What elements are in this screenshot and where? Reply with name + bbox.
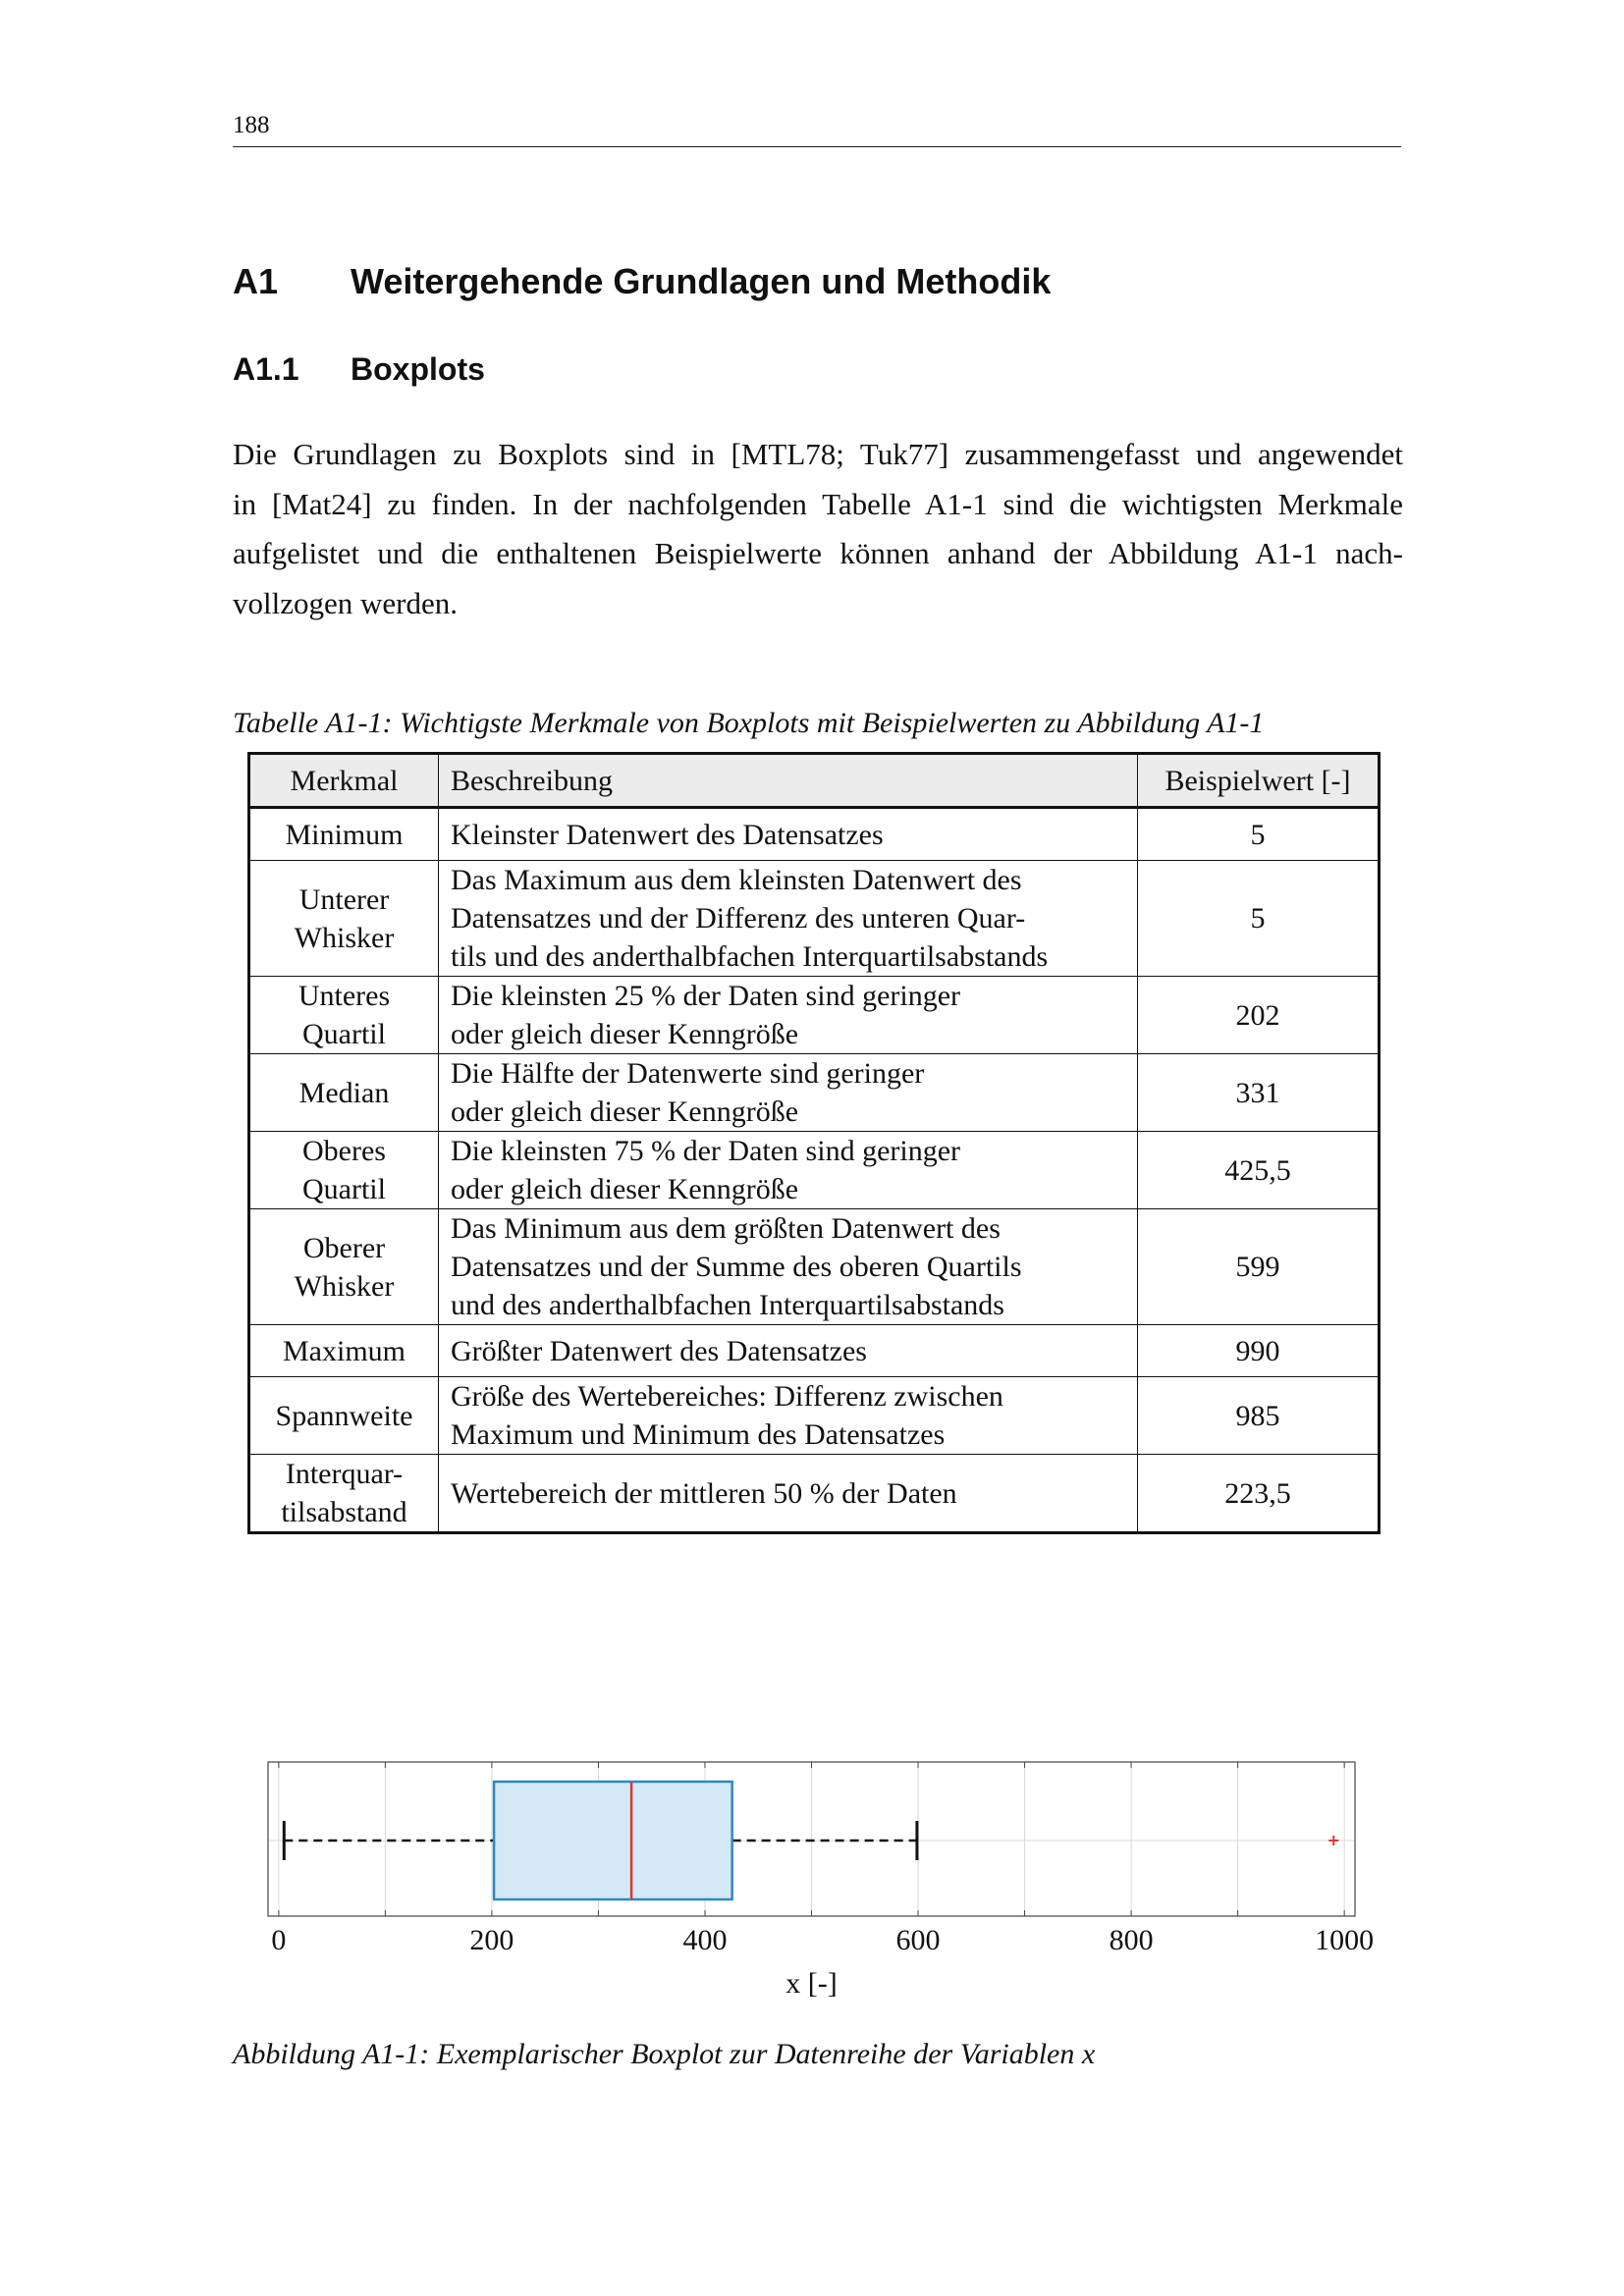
merkmal-cell-line: Quartil [302, 1018, 386, 1050]
beschreibung-cell [439, 1209, 1138, 1325]
merkmal-cell-line: tilsabstand [281, 1496, 407, 1528]
beispielwert-cell: 223,5 [1138, 1455, 1380, 1533]
merkmal-cell [249, 1132, 439, 1209]
intro-line: vollzogen werden. [233, 585, 458, 620]
beispielwert-cell: 599 [1138, 1209, 1380, 1325]
section-number: A1 [233, 261, 279, 301]
box-iqr [494, 1782, 732, 1899]
table-row [249, 861, 1380, 977]
figure-caption: Abbildung A1-1: Exemplarischer Boxplot zur Datenreihe der Variablen x [233, 2038, 1096, 2070]
merkmal-cell [249, 1455, 439, 1533]
subsection-heading [233, 351, 485, 388]
x-tick-label: 600 [895, 1924, 941, 1956]
merkmal-cell-line: Quartil [302, 1173, 386, 1205]
beschreibung-cell [439, 808, 1138, 861]
merkmal-cell-line: Minimum [285, 818, 404, 851]
table-row [249, 977, 1380, 1054]
x-tick-label: 400 [682, 1924, 728, 1956]
beschreibung-cell-line: tils und des anderthalbfachen Interquartilsabstands [451, 940, 1049, 973]
merkmal-cell [249, 1054, 439, 1132]
merkmal-cell [249, 861, 439, 977]
beschreibung-cell-line: Größe des Wertebereiches: Differenz zwischen [451, 1380, 1003, 1413]
beispielwert-cell: 990 [1138, 1325, 1380, 1377]
boxplot-chart [226, 1747, 1404, 2012]
beschreibung-cell-line: Das Maximum aus dem kleinsten Datenwert des [451, 864, 1022, 896]
beschreibung-cell [439, 1455, 1138, 1533]
section-heading [233, 261, 1051, 302]
table-body [249, 808, 1380, 1533]
merkmal-cell-line: Unterer [298, 882, 390, 916]
header-merkmal: Merkmal [249, 754, 439, 808]
x-tick-label: 1000 [1315, 1924, 1375, 1956]
beispielwert-cell: 5 [1138, 861, 1380, 977]
beschreibung-cell-line: Das Minimum aus dem größten Datenwert des [451, 1212, 1001, 1245]
beispielwert-cell: 331 [1138, 1054, 1380, 1132]
merkmal-cell [249, 1325, 439, 1377]
merkmal-cell-line: Spannweite [275, 1399, 413, 1432]
merkmale-table [247, 752, 1380, 1534]
header-beispielwert: Beispielwert [-] [1138, 754, 1380, 808]
x-tick-label: 800 [1109, 1924, 1154, 1956]
beschreibung-cell-line: Kleinster Datenwert des Datensatzes [451, 818, 884, 851]
beispielwert-cell: 425,5 [1138, 1132, 1380, 1209]
x-axis-label: x [-] [785, 1967, 838, 2000]
merkmal-cell-line: Median [298, 1076, 390, 1109]
beispielwert-cell: 202 [1138, 977, 1380, 1054]
table-row [249, 808, 1380, 861]
beschreibung-cell-line: und des anderthalbfachen Interquartilsabstands [451, 1289, 1004, 1321]
page-number: 188 [233, 112, 270, 138]
merkmal-cell-line: Whisker [294, 1269, 395, 1303]
beschreibung-cell-line: Die Hälfte der Datenwerte sind geringer [451, 1057, 925, 1090]
beschreibung-cell-line: Die kleinsten 25 % der Daten sind geringer [451, 980, 961, 1012]
header-beschreibung: Beschreibung [439, 754, 1138, 808]
table-header-row [249, 754, 1380, 808]
merkmal-cell-line: Unteres [298, 980, 391, 1012]
x-tick-label: 0 [271, 1924, 287, 1956]
beschreibung-cell-line: Datensatzes und der Summe des oberen Quartils [451, 1251, 1022, 1283]
beispielwert-cell: 985 [1138, 1377, 1380, 1455]
merkmal-cell-line: Oberes [302, 1135, 386, 1167]
merkmal-cell [249, 1209, 439, 1325]
section-title: Weitergehende Grundlagen und Methodik [351, 261, 1052, 301]
merkmal-cell [249, 977, 439, 1054]
merkmal-cell-line: Maximum [283, 1334, 406, 1367]
subsection-title: Boxplots [351, 351, 485, 387]
table-row [249, 1377, 1380, 1455]
table-row [249, 1132, 1380, 1209]
header-rule [233, 146, 1401, 147]
merkmal-cell-line: Oberer [302, 1231, 386, 1264]
intro-line: Die Grundlagen zu Boxplots sind in [MTL78; Tuk77] zusammengefasst und angewendet [233, 437, 1403, 471]
x-tick-label: 200 [469, 1924, 514, 1956]
merkmal-cell [249, 1377, 439, 1455]
beschreibung-cell [439, 861, 1138, 977]
merkmal-cell [249, 808, 439, 861]
beschreibung-cell-line: Datensatzes und der Differenz des unteren Quar- [451, 902, 1026, 934]
intro-line: aufgelistet und die enthaltenen Beispielwerte können anhand der Abbildung A1-1 nach- [233, 536, 1403, 570]
table-row [249, 1209, 1380, 1325]
beschreibung-cell-line: Größter Datenwert des Datensatzes [451, 1334, 867, 1367]
beschreibung-cell [439, 1377, 1138, 1455]
beschreibung-cell [439, 1132, 1138, 1209]
table-row [249, 1054, 1380, 1132]
table-row [249, 1455, 1380, 1533]
outlier-marker [1328, 1836, 1338, 1845]
beschreibung-cell [439, 1054, 1138, 1132]
beschreibung-cell-line: oder gleich dieser Kenngröße [451, 1018, 799, 1050]
beschreibung-cell-line: Maximum und Minimum des Datensatzes [451, 1418, 946, 1451]
beschreibung-cell-line: Die kleinsten 75 % der Daten sind geringer [451, 1135, 961, 1167]
intro-paragraph [233, 430, 1403, 628]
beispielwert-cell: 5 [1138, 808, 1380, 861]
intro-line: in [Mat24] zu finden. In der nachfolgenden Tabelle A1-1 sind die wichtigsten Merkmale [233, 486, 1403, 521]
beschreibung-cell [439, 977, 1138, 1054]
merkmal-cell-line: Interquar- [285, 1458, 404, 1490]
table-row [249, 1325, 1380, 1377]
beschreibung-cell-line: oder gleich dieser Kenngröße [451, 1095, 799, 1128]
beschreibung-cell-line: oder gleich dieser Kenngröße [451, 1173, 799, 1205]
subsection-number: A1.1 [233, 351, 299, 387]
beschreibung-cell-line: Wertebereich der mittleren 50 % der Daten [451, 1476, 957, 1510]
beschreibung-cell [439, 1325, 1138, 1377]
merkmal-cell-line: Whisker [294, 921, 395, 954]
table-caption: Tabelle A1-1: Wichtigste Merkmale von Boxplots mit Beispielwerten zu Abbildung A1-1 [233, 707, 1265, 739]
